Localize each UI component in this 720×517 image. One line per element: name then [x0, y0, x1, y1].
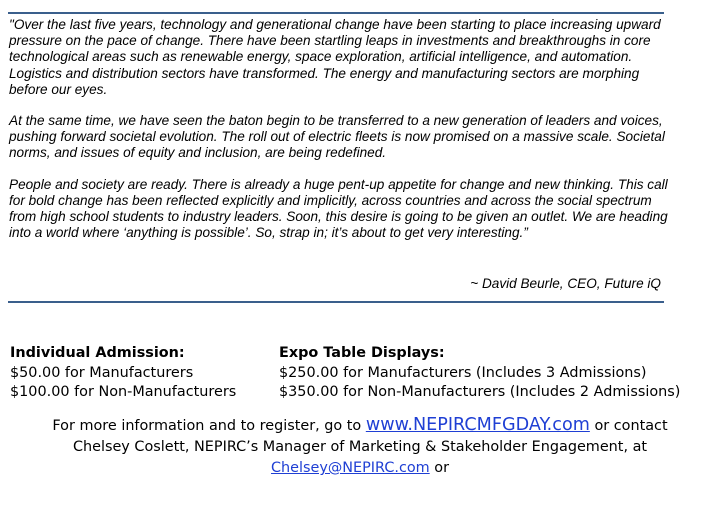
contact-person-line: Chelsey Coslett, NEPIRC’s Manager of Marketing & Stakeholder Engagement, at	[72, 439, 648, 455]
expo-table-heading: Expo Table Displays:	[279, 345, 445, 361]
individual-admission-heading: Individual Admission:	[10, 345, 185, 361]
quote-attribution: ~ David Beurle, CEO, Future iQ	[470, 276, 661, 291]
email-link[interactable]: Chelsey@NEPIRC.com	[270, 460, 430, 476]
contact-or-contact: or contact	[594, 418, 668, 434]
quote-paragraph: People and society are ready. There is already a huge pent-up appetite for change and new thinking. This call for bold change has been reflected explicitly and implicitly, across countries and across the social spectrum from high school students to industry leaders. Soon, this desire is going to be given an outlet. We are heading into a world where ‘anything is possible’. So, strap in; it’s about to get very interesting.”	[9, 176, 668, 241]
expo-manufacturers-price: $250.00 for Manufacturers (Includes 3 Admissions)	[279, 364, 647, 381]
individual-manufacturers-price: $50.00 for Manufacturers	[10, 364, 194, 381]
individual-non-manufacturers-price: $100.00 for Non-Manufacturers	[10, 384, 237, 401]
expo-non-manufacturers-price: $350.00 for Non-Manufacturers (Includes 2 Admissions)	[279, 384, 681, 401]
individual-admission-pricing	[10, 344, 236, 403]
expo-table-pricing	[279, 344, 680, 403]
quote-block	[9, 17, 669, 256]
contact-info	[8, 415, 712, 479]
website-link[interactable]: www.NEPIRCMFGDAY.com	[365, 415, 590, 435]
quote-paragraph: At the same time, we have seen the baton begin to be transferred to a new generation of leaders and voices, pushing forward societal evolution. The roll out of electric fleets is now promised on a massive scale. Societal norms, and issues of equity and inclusion, are being redefined.	[9, 113, 665, 161]
contact-intro: For more information and to register, go to	[52, 418, 362, 434]
quote-paragraph: "Over the last five years, technology and generational change have been starting to place increasing upward pressure on the pace of change. There have been startling leaps in investments and breakthroughs in core technological areas such as renewable energy, space exploration, artificial intelligence, and automation. Logistics and distribution sectors have transformed. The energy and manufacturing sectors are morphing before our eyes.	[9, 17, 661, 97]
top-divider	[8, 12, 664, 14]
bottom-divider	[8, 301, 664, 303]
contact-trailing: or	[434, 460, 449, 476]
